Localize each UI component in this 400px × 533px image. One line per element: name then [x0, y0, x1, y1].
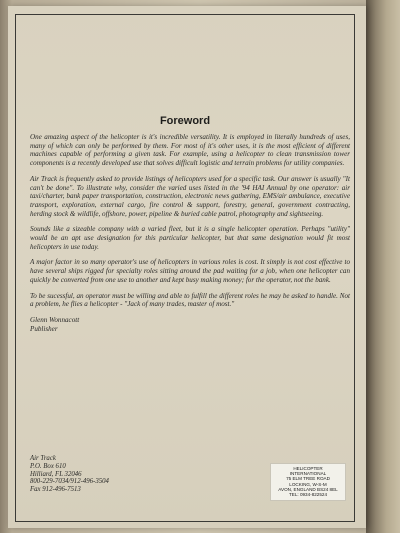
foreword-paragraph: A major factor in so many operator's use of helicopters in various roles is cost. It simply is not cost effective to have several ships rigged for specialty roles sitting around the pad waiting for a job, when one helicopter can quickly be converted from one use to another and kept busy making money; for the operator, not the bank. — [30, 258, 350, 284]
page-frame — [15, 14, 355, 522]
distributor-sticker — [270, 463, 346, 501]
sticker-line: 75 ELM TREE ROAD — [286, 476, 330, 482]
signature-title: Publisher — [30, 324, 58, 333]
address-line: P.O. Box 610 — [30, 462, 66, 470]
address-line: Hilliard, FL 32046 — [30, 470, 82, 478]
foreword-body — [30, 133, 350, 333]
book-page-edge — [366, 0, 400, 533]
sticker-line: HELICOPTER — [293, 466, 323, 471]
foreword-paragraph: One amazing aspect of the helicopter is it's incredible versatility. It is employed in literally hundreds of uses, many of which can only be performed by them. For most of it's other uses, it is the most efficient of different machines capable of performing a given task. For example, using a helicopter to clean transmission tower components is a recently developed use that solves difficult logistic and terrain problems for utility companies. — [30, 133, 350, 168]
address-line: 800-229-7034/912-496-3504 — [30, 478, 109, 486]
sticker-line: INTERNATIONAL — [289, 471, 327, 477]
signature-block — [30, 316, 350, 333]
publisher-address — [30, 455, 210, 494]
address-line: Air Track — [30, 455, 56, 462]
foreword-paragraph: To be sucessful, an operator must be willing and able to fulfill the different roles he may be asked to handle. Not a problem, he flies a helicopter - "Jack of many trades, master of most." — [30, 291, 350, 309]
foreword-paragraph: Air Track is frequently asked to provide listings of helicopters used for a specific task. Our answer is usually "It can't be done". To illustrate why, consider the varied uses listed in the '94 HAI Annual by one operator: air taxi/charter, bank paper transportation, construction, electronic news gathering, EMS/air ambulance, executive transport, exploration, external cargo, fire control & support, forestry, general, government contracting, herding stock & wildlife, offshore, power, pipeline & buried cable patrol, photography and sightseeing. — [30, 174, 350, 218]
foreword-title: Foreword — [159, 115, 211, 127]
sticker-line: AVON, ENGLAND BS24 8EL — [278, 486, 338, 492]
sticker-line: TEL: 0934-822524 — [288, 492, 328, 498]
signature-name: Glenn Wonnacott — [30, 315, 80, 324]
foreword-paragraph: Sounds like a sizeable company with a varied fleet, but it is a single helicopter operation. Perhaps "utility" would be an apt use designation for this particular helicopter, but that same designation would fit most helicopters in use today. — [30, 225, 350, 251]
sticker-line: LOCKING, W-S-M — [289, 481, 327, 487]
book-page — [8, 6, 366, 528]
address-line: Fax 912-496-7513 — [30, 486, 81, 494]
